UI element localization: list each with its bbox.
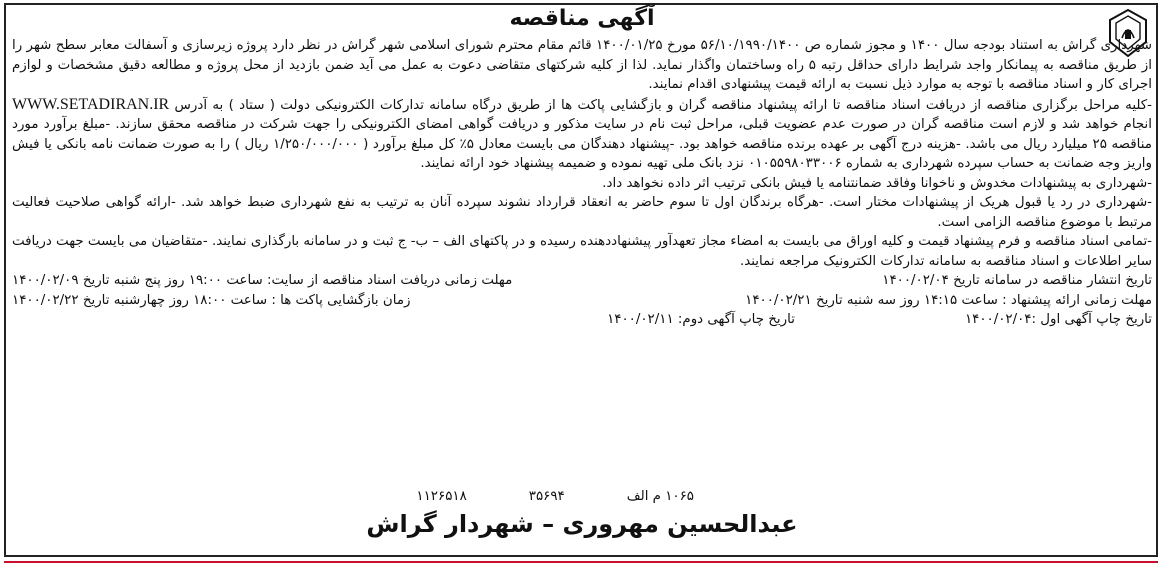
- reference-code: ۳۵۶۹۴: [528, 489, 565, 504]
- submit-deadline: مهلت زمانی ارائه پیشنهاد : ساعت ۱۴:۱۵ روز سه شنبه تاریخ ۱۴۰۰/۰۲/۲۱: [745, 292, 1152, 308]
- notice-body: [12, 36, 1152, 330]
- reference-codes: [416, 489, 694, 504]
- receive-deadline: مهلت زمانی دریافت اسناد مناقصه از سایت: ساعت ۱۹:۰۰ روز پنج شنبه تاریخ ۱۴۰۰/۰۲/۰۹: [12, 273, 513, 288]
- bottom-rule: [4, 561, 1158, 569]
- publish-date: تاریخ انتشار مناقصه در سامانه تاریخ ۱۴۰۰/۰۲/۰۴: [882, 273, 1152, 288]
- website-link[interactable]: WWW.SETADIRAN.IR: [12, 95, 170, 113]
- schedule-row-2: [12, 291, 1152, 311]
- procedure-paragraph: -کلیه مراحل برگزاری مناقصه از دریافت اسناد مناقصه تا ارائه پیشنهاد مناقصه گران و بازگشایی پاکت ها از طریق درگاه سامانه تدارکات الکترونیکی دولت ( ستاد ) به آدرس WWW.SETADIRAN.IR انجام خواهد شد و لازم است مناقصه گران در صورت عدم عضویت قبلی، مراحل ثبت نام در سایت مذکور و دریافت گواهی امضای الکترونیکی را جهت شرکت در مناقصه محقق سازند. -مبلغ برآورد مورد مناقصه ۲۵ میلیارد ریال می باشد. -هزینه درج آگهی بر عهده برنده مناقصه خواهد بود. -پیشنهاد دهندگان می بایست معادل ۵٪ کل مبلغ برآورد ( ۱/۲۵۰/۰۰۰/۰۰۰ ریال ) را به صورت ضمانت نامه بانکی یا فیش واریز وجه ضمانت به حساب سپرده شهرداری به شماره ۰۱۰۵۵۹۸۰۳۳۰۰۶ نزد بانک ملی تهیه نموده و ضمیمه پیشنهاد خود ارائه نمایند.: [12, 95, 1152, 171]
- second-print-date: تاریخ چاپ آگهی دوم: ۱۴۰۰/۰۲/۱۱: [607, 312, 795, 327]
- rejection-paragraph: -شهرداری به پیشنهادات مخدوش و ناخوانا وفاقد ضمانتنامه یا فیش بانکی ترتیب اثر داده نخواهد داد.: [602, 175, 1152, 191]
- first-print-date: تاریخ چاپ آگهی اول :۱۴۰۰/۰۲/۰۴: [964, 312, 1152, 327]
- schedule-row-3: [12, 310, 1152, 330]
- schedule-row-1: [12, 271, 1152, 291]
- notice-title: آگهی مناقصه: [509, 6, 655, 31]
- documents-paragraph: -تمامی اسناد مناقصه و فرم پیشنهاد قیمت و کلیه اوراق می بایست به امضاء مجاز تعهدآور پیشنهاددهنده رسیده و در پاکتهای الف – ب- ج ثبت و در سامانه بارگذاری نمایند. -متقاضیان می بایست جهت دریافت سایر اطلاعات و اسناد مناقصه به سامانه تدارکات الکترونیک مراجعه نمایند.: [12, 234, 1152, 269]
- opening-time: زمان بازگشایی پاکت ها : ساعت ۱۸:۰۰ روز چهارشنبه تاریخ ۱۴۰۰/۰۲/۲۲: [12, 292, 411, 308]
- reference-code: ۱۱۲۶۵۱۸: [416, 489, 467, 504]
- reference-code: ۱۰۶۵ م الف: [626, 489, 694, 504]
- rights-paragraph: -شهرداری در رد یا قبول هریک از پیشنهادات مختار است. -هرگاه برندگان اول تا سوم حاضر به انعقاد قرارداد نشوند سپرده آنان به ترتیب به نفع شهرداری ضبط خواهد شد. -ارائه گواهی صلاحیت فعالیت مرتبط با موضوع مناقصه الزامی است.: [12, 195, 1152, 230]
- signature: عبدالحسین مهروری – شهردار گراش: [366, 510, 798, 538]
- intro-paragraph: شهرداری گراش به استناد بودجه سال ۱۴۰۰ و مجوز شماره ص ۵۶/۱۰/۱۹۹۰/۱۴۰۰ مورخ ۱۴۰۰/۰۱/۲۵ قائم مقام محترم شورای اسلامی شهر گراش در نظر دارد پروژه زیرسازی و آسفالت معابر سطح شهر را از طریق مناقصه به پیمانکار واجد شرایط دارای حداقل رتبه ۵ راه وساختمان واگذار نماید. لذا از کلیه شرکتهای متقاضی دعوت به عمل می آید ضمن بازدید از محل پروژه و مطالعه دقیق مشخصات و لوازم اجرای کار و اسناد مناقصه با توجه به موارد ذیل نسبت به ارائه قیمت پیشنهادی اقدام نمایند.: [12, 38, 1152, 92]
